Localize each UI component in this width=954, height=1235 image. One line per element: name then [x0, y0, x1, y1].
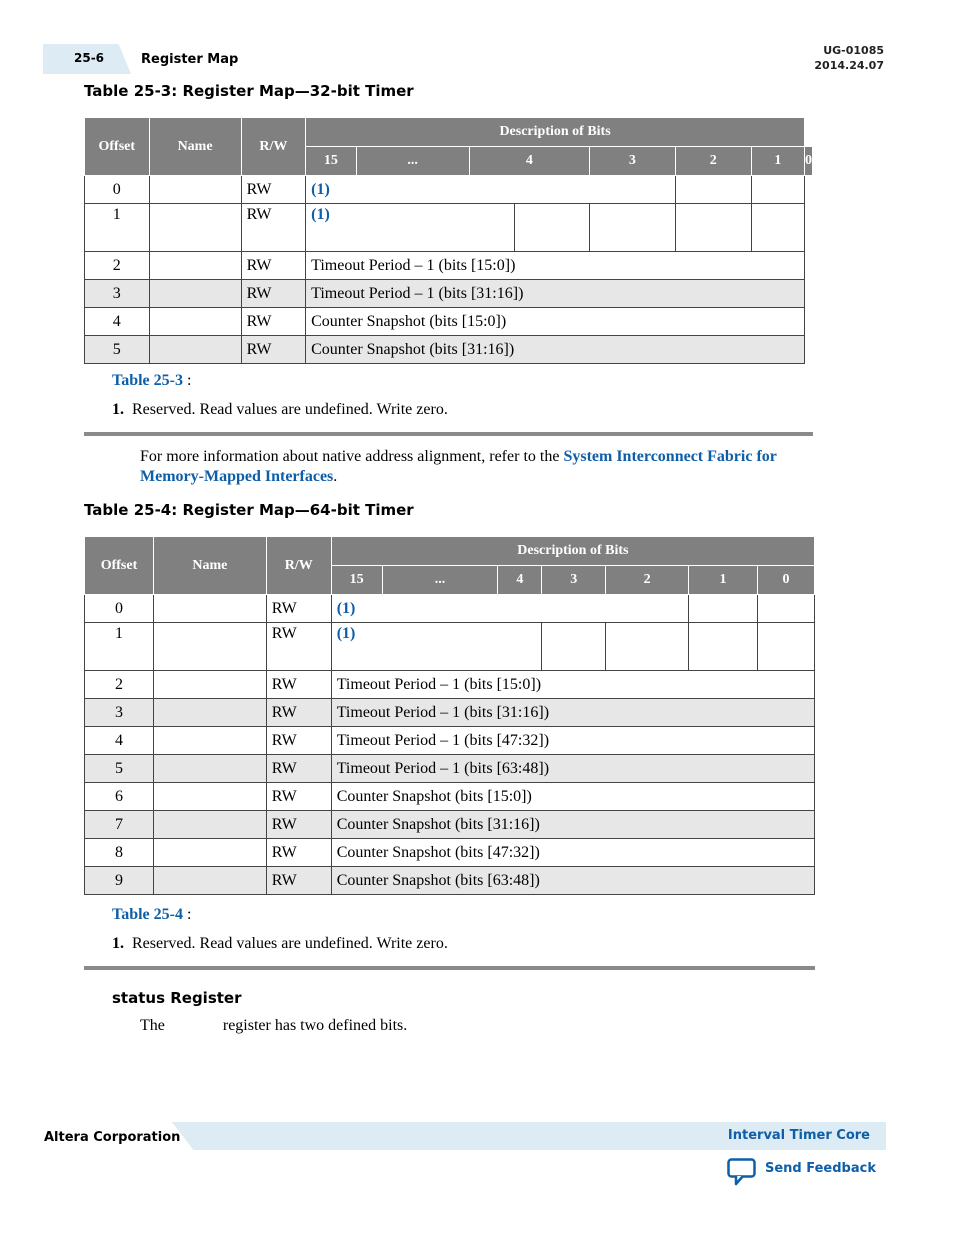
description-cell: Timeout Period – 1 (bits [63:48])	[331, 755, 814, 783]
bit-cell	[542, 623, 606, 671]
description-cell: Timeout Period – 1 (bits [15:0])	[331, 671, 814, 699]
offset-cell: 1	[85, 204, 150, 252]
table-ref-link[interactable]: Table 25-3	[112, 372, 183, 389]
name-cell	[153, 727, 266, 755]
offset-cell: 9	[85, 867, 154, 895]
status-register-text	[140, 1017, 407, 1035]
section-name: Register Map	[141, 52, 239, 67]
bit-header: 15	[306, 147, 356, 176]
description-cell: Counter Snapshot (bits [47:32])	[331, 839, 814, 867]
rw-cell: RW	[266, 867, 331, 895]
bit-header: 0	[805, 147, 813, 176]
footnote-link[interactable]: (1)	[306, 204, 515, 252]
offset-cell: 2	[85, 252, 150, 280]
table-row	[85, 308, 813, 336]
table2-bottom-rule	[84, 966, 815, 970]
offset-cell: 4	[85, 727, 154, 755]
rw-cell: RW	[241, 252, 306, 280]
offset-cell: 2	[85, 671, 154, 699]
header-offset: Offset	[85, 537, 154, 595]
footnote-number: 1.	[112, 401, 124, 418]
rw-cell: RW	[241, 308, 306, 336]
bit-cell	[751, 204, 804, 252]
description-cell: Timeout Period – 1 (bits [31:16])	[331, 699, 814, 727]
bit-header: 3	[542, 566, 606, 595]
doc-id-block	[814, 43, 884, 73]
table-row	[85, 699, 815, 727]
name-cell	[149, 308, 241, 336]
bit-header: 4	[469, 147, 589, 176]
header-description: Description of Bits	[331, 537, 814, 566]
rw-cell: RW	[241, 176, 306, 204]
rw-cell: RW	[266, 727, 331, 755]
note-colon: :	[182, 372, 192, 389]
interconnect-doc-link[interactable]: System Interconnect Fabric for Memory-Mapped Interfaces	[140, 448, 777, 485]
header-rw: R/W	[266, 537, 331, 595]
bit-header: ...	[382, 566, 498, 595]
send-feedback-link[interactable]: Send Feedback	[765, 1161, 876, 1176]
table2-caption: Table 25-4: Register Map—64-bit Timer	[84, 501, 414, 519]
name-cell	[153, 671, 266, 699]
register-table-32bit	[84, 117, 813, 364]
speech-bubble-icon[interactable]	[727, 1158, 757, 1191]
status-text-start: The	[140, 1017, 165, 1034]
table1-note-ref-line	[112, 372, 191, 390]
header-name: Name	[149, 118, 241, 176]
table-row	[85, 839, 815, 867]
description-cell: Timeout Period – 1 (bits [15:0])	[306, 252, 805, 280]
description-cell: Counter Snapshot (bits [15:0])	[331, 783, 814, 811]
offset-cell: 7	[85, 811, 154, 839]
bit-header: 0	[758, 566, 815, 595]
rw-cell: RW	[241, 204, 306, 252]
footer-doc-title-link[interactable]: Interval Timer Core	[727, 1128, 870, 1143]
offset-cell: 1	[85, 623, 154, 671]
rw-cell: RW	[266, 755, 331, 783]
name-cell	[153, 867, 266, 895]
offset-cell: 8	[85, 839, 154, 867]
status-register-heading: status Register	[112, 989, 242, 1007]
name-cell	[153, 623, 266, 671]
table-row	[85, 783, 815, 811]
offset-cell: 4	[85, 308, 150, 336]
bit-header: 15	[331, 566, 382, 595]
name-cell	[149, 176, 241, 204]
table2-footnote	[112, 935, 448, 953]
table-ref-link[interactable]: Table 25-4	[112, 906, 183, 923]
table-row	[85, 623, 815, 671]
footnote-text: Reserved. Read values are undefined. Write zero.	[132, 401, 448, 418]
rw-cell: RW	[241, 280, 306, 308]
description-cell: Timeout Period – 1 (bits [47:32])	[331, 727, 814, 755]
bit-header: 2	[606, 566, 689, 595]
footnote-text: Reserved. Read values are undefined. Write zero.	[132, 935, 448, 952]
footnote-number: 1.	[112, 935, 124, 952]
name-cell	[153, 755, 266, 783]
table1-footnote	[112, 401, 448, 419]
table-row	[85, 252, 813, 280]
name-cell	[149, 204, 241, 252]
rw-cell: RW	[266, 839, 331, 867]
offset-cell: 3	[85, 280, 150, 308]
paragraph-end: .	[333, 468, 338, 485]
rw-cell: RW	[266, 671, 331, 699]
header-description: Description of Bits	[306, 118, 805, 147]
bit-cell	[590, 204, 676, 252]
table-row	[85, 727, 815, 755]
rw-cell: RW	[266, 699, 331, 727]
footnote-link[interactable]: (1)	[306, 176, 676, 204]
bit-cell	[675, 204, 751, 252]
bit-cell	[515, 204, 590, 252]
table-row	[85, 867, 815, 895]
bit-cell	[758, 623, 815, 671]
doc-id: UG-01085	[823, 44, 884, 57]
bit-cell	[689, 595, 758, 623]
doc-date: 2014.24.07	[814, 59, 884, 72]
offset-cell: 5	[85, 755, 154, 783]
description-cell: Counter Snapshot (bits [31:16])	[331, 811, 814, 839]
name-cell	[149, 336, 241, 364]
table2-note-ref-line	[112, 906, 191, 924]
status-text-end: register has two defined bits.	[222, 1017, 408, 1034]
table-row	[85, 336, 813, 364]
bit-header: 2	[675, 147, 751, 176]
bit-cell	[675, 176, 751, 204]
table-row	[85, 755, 815, 783]
register-table-64bit	[84, 536, 815, 895]
footnote-link[interactable]: (1)	[331, 623, 542, 671]
rw-cell: RW	[266, 623, 331, 671]
name-cell	[153, 595, 266, 623]
bit-cell	[751, 176, 804, 204]
table-row	[85, 280, 813, 308]
name-cell	[149, 252, 241, 280]
bit-cell	[758, 595, 815, 623]
footnote-link[interactable]: (1)	[331, 595, 688, 623]
rw-cell: RW	[266, 595, 331, 623]
rw-cell: RW	[266, 783, 331, 811]
table1-caption: Table 25-3: Register Map—32-bit Timer	[84, 82, 414, 100]
rw-cell: RW	[266, 811, 331, 839]
footer-company: Altera Corporation	[44, 1130, 181, 1145]
bit-cell	[606, 623, 689, 671]
table-row	[85, 671, 815, 699]
info-paragraph	[140, 447, 830, 487]
bit-header: 3	[590, 147, 676, 176]
name-cell	[153, 699, 266, 727]
offset-cell: 3	[85, 699, 154, 727]
description-cell: Timeout Period – 1 (bits [31:16])	[306, 280, 805, 308]
name-cell	[149, 280, 241, 308]
description-cell: Counter Snapshot (bits [15:0])	[306, 308, 805, 336]
rw-cell: RW	[241, 336, 306, 364]
bit-header: ...	[356, 147, 469, 176]
bit-header: 1	[689, 566, 758, 595]
table-row	[85, 811, 815, 839]
offset-cell: 5	[85, 336, 150, 364]
description-cell: Counter Snapshot (bits [63:48])	[331, 867, 814, 895]
offset-cell: 0	[85, 176, 150, 204]
table-row	[85, 176, 813, 204]
bit-header: 1	[751, 147, 804, 176]
paragraph-text: For more information about native address alignment, refer to the	[140, 448, 564, 465]
header-rw: R/W	[241, 118, 306, 176]
page-number: 25-6	[74, 51, 105, 65]
description-cell: Counter Snapshot (bits [31:16])	[306, 336, 805, 364]
bit-header: 4	[498, 566, 542, 595]
table-row	[85, 595, 815, 623]
name-cell	[153, 811, 266, 839]
table-row	[85, 204, 813, 252]
header-offset: Offset	[85, 118, 150, 176]
offset-cell: 0	[85, 595, 154, 623]
table1-bottom-rule	[84, 432, 813, 436]
bit-cell	[689, 623, 758, 671]
offset-cell: 6	[85, 783, 154, 811]
name-cell	[153, 839, 266, 867]
name-cell	[153, 783, 266, 811]
note-colon: :	[182, 906, 192, 923]
header-name: Name	[153, 537, 266, 595]
